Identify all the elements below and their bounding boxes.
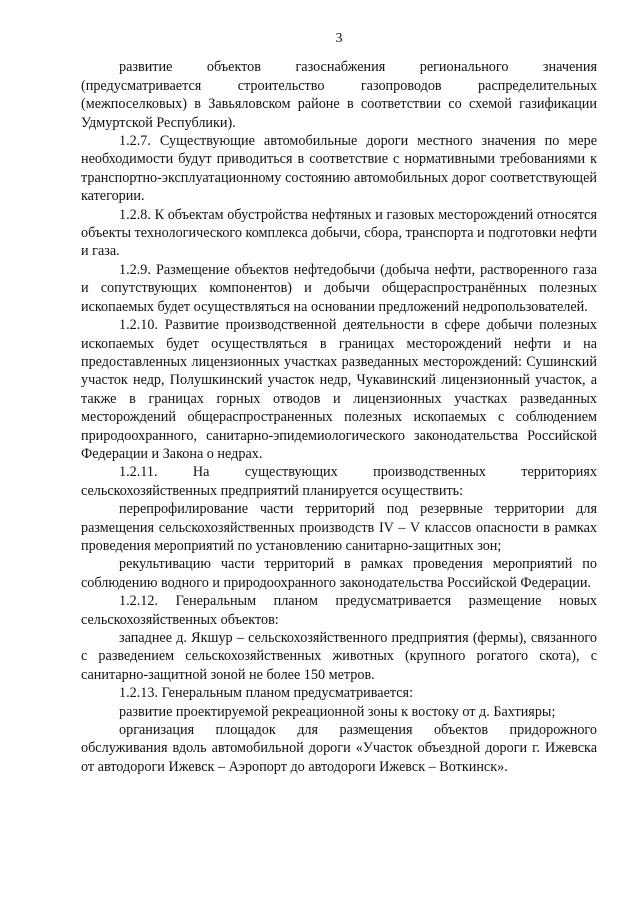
paragraph-1-2-8: 1.2.8. К объектам обустройства нефтяных и газовых месторождений относятся объекты технологического комплекса добычи, сбора, транспорта и подготовки нефти и газа. — [81, 206, 597, 260]
paragraph-recultivation: рекультивацию части территорий в рамках проведения мероприятий по соблюдению водного и природоохранного законодательства Российской Федерации. — [81, 556, 597, 591]
paragraph-farm-placement: западнее д. Якшур – сельскохозяйственного предприятия (фермы), связанного с разведением сельскохозяйственных животных (крупного рогатого скота), с санитарно-защитной зоной не более 150 метров. — [81, 630, 597, 683]
document-page — [81, 30, 597, 776]
paragraph-1-2-12: 1.2.12. Генеральным планом предусматривается размещение новых сельскохозяйственных объектов: — [81, 593, 597, 628]
paragraph-roadside-service: организация площадок для размещения объектов придорожного обслуживания вдоль автомобильной дороги «Участок объездной дороги г. Ижевска от автодороги Ижевск – Аэропорт до автодороги Ижевск – Воткинск». — [81, 722, 597, 775]
paragraph-1-2-11: 1.2.11. На существующих производственных территориях сельскохозяйственных предприятий планируется осуществить: — [81, 464, 597, 499]
page-number: 3 — [335, 31, 343, 46]
paragraph-gas-supply: развитие объектов газоснабжения регионального значения (предусматривается строительство газопроводов распределительных (межпоселковых) в Завьяловском районе в соответствии со схемой газификации Удмуртской Республики). — [81, 59, 597, 131]
paragraph-recreation-zone: развитие проектируемой рекреационной зоны к востоку от д. Бахтияры; — [119, 703, 556, 720]
paragraph-1-2-13: 1.2.13. Генеральным планом предусматривается: — [119, 685, 414, 702]
paragraph-1-2-7: 1.2.7. Существующие автомобильные дороги местного значения по мере необходимости будут приводиться в соответствие с нормативными требованиями к транспортно-эксплуатационному состоянию автомобильных дорог соответствующей категории. — [81, 133, 597, 205]
paragraph-1-2-9: 1.2.9. Размещение объектов нефтедобычи (добыча нефти, растворенного газа и сопутствующих компонентов) и добычи общераспространённых полезных ископаемых будет осуществляться на основании предложений недропользователей. — [81, 261, 597, 315]
paragraph-reprofiling: перепрофилирование части территорий под резервные территории для размещения сельскохозяйственных производств IV – V классов опасности в рамках проведения мероприятий по установлению санитарно-защитных зон; — [81, 501, 597, 554]
paragraph-1-2-10: 1.2.10. Развитие производственной деятельности в сфере добычи полезных ископаемых будет осуществляться в границах месторождений нефти и на предоставленных лицензионных участках разведанных месторождений: Сушинский участок недр, Полушкинский участок недр, Чукавинский лицензионный участок, а также в границах горных отводов и лицензионных участках разведанных месторождений общераспространенных полезных ископаемых с соблюдением природоохранного, санитарно-эпидемиологического законодательства Российской Федерации и Закона о недрах. — [81, 317, 597, 462]
